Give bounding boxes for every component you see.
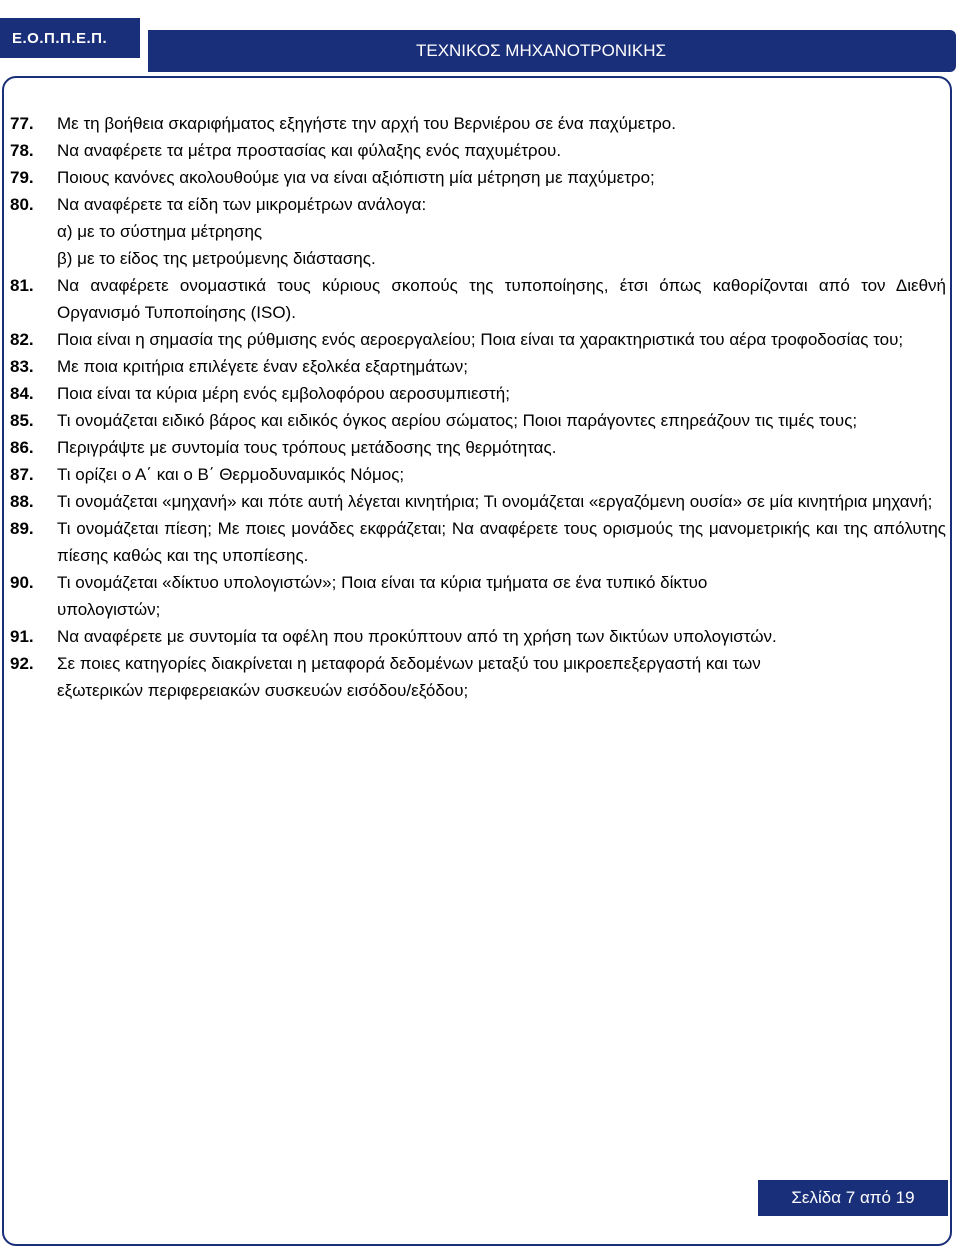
question-text	[57, 488, 946, 515]
question-item	[10, 137, 946, 164]
page-number: Σελίδα 7 από 19	[791, 1188, 915, 1207]
question-number: 77.	[10, 114, 34, 133]
question-line: Ποια είναι η σημασία της ρύθμισης ενός αεροεργαλείου; Ποια είναι τα χαρακτηριστικά του αέρα τροφοδοσίας του;	[57, 330, 904, 349]
question-line: Τι ορίζει ο Α΄ και ο Β΄ Θερμοδυναμικός Νόμος;	[57, 465, 405, 484]
question-number: 81.	[10, 276, 34, 295]
question-number: 91.	[10, 627, 34, 646]
question-text	[57, 515, 946, 569]
question-line: Με ποια κριτήρια επιλέγετε έναν εξολκέα εξαρτημάτων;	[57, 357, 468, 376]
question-line: Σε ποιες κατηγορίες διακρίνεται η μεταφορά δεδομένων μεταξύ του μικροεπεξεργαστή και των	[57, 654, 761, 673]
question-list	[10, 110, 946, 704]
question-text	[57, 110, 946, 137]
question-number: 92.	[10, 654, 34, 673]
page-number-badge	[758, 1180, 948, 1216]
question-text	[57, 326, 946, 353]
question-number: 90.	[10, 573, 34, 592]
question-line: α) με το σύστημα μέτρησης	[57, 222, 263, 241]
question-item	[10, 164, 946, 191]
question-text	[57, 380, 946, 407]
question-item	[10, 353, 946, 380]
question-line: Τι ονομάζεται «δίκτυο υπολογιστών»; Ποια είναι τα κύρια τμήματα σε ένα τυπικό δίκτυο	[57, 573, 708, 592]
question-number: 79.	[10, 168, 34, 187]
question-text	[57, 191, 946, 272]
question-item	[10, 650, 946, 704]
question-item	[10, 569, 946, 623]
question-item	[10, 515, 946, 569]
question-line: Ποιους κανόνες ακολουθούμε για να είναι αξιόπιστη μία μέτρηση με παχύμετρο;	[57, 168, 655, 187]
question-text	[57, 137, 946, 164]
question-line: Να αναφέρετε ονομαστικά τους κύριους σκοπούς της τυποποίησης, έτσι όπως καθορίζονται από τον Διεθνή Οργανισμό Τυποποίησης (ISO).	[57, 276, 946, 322]
question-item	[10, 110, 946, 137]
question-line: β) με το είδος της μετρούμενης διάστασης.	[57, 249, 376, 268]
question-item	[10, 434, 946, 461]
question-line: Με τη βοήθεια σκαριφήματος εξηγήστε την αρχή του Βερνιέρου σε ένα παχύμετρο.	[57, 114, 676, 133]
question-item	[10, 380, 946, 407]
question-line: Τι ονομάζεται ειδικό βάρος και ειδικός όγκος αερίου σώματος; Ποιοι παράγοντες επηρεάζουν τις τιμές τους;	[57, 411, 858, 430]
question-number: 78.	[10, 141, 34, 160]
question-number: 87.	[10, 465, 34, 484]
question-line: εξωτερικών περιφερειακών συσκευών εισόδου/εξόδου;	[57, 681, 469, 700]
question-number: 83.	[10, 357, 34, 376]
question-text	[57, 623, 946, 650]
question-line: υπολογιστών;	[57, 600, 161, 619]
question-item	[10, 272, 946, 326]
question-text	[57, 353, 946, 380]
question-item	[10, 326, 946, 353]
question-number: 86.	[10, 438, 34, 457]
question-line: Περιγράψτε με συντομία τους τρόπους μετάδοσης της θερμότητας.	[57, 438, 557, 457]
question-number: 89.	[10, 519, 34, 538]
question-line: Να αναφέρετε τα είδη των μικρομέτρων ανάλογα:	[57, 195, 427, 214]
question-item	[10, 623, 946, 650]
question-text	[57, 164, 946, 191]
question-text	[57, 650, 946, 704]
question-text	[57, 461, 946, 488]
question-text	[57, 272, 946, 326]
question-item	[10, 407, 946, 434]
question-line: Τι ονομάζεται «μηχανή» και πότε αυτή λέγεται κινητήρια; Τι ονομάζεται «εργαζόμενη ουσία» σε μία κινητήρια μηχανή;	[57, 492, 933, 511]
question-line: Ποια είναι τα κύρια μέρη ενός εμβολοφόρου αεροσυμπιεστή;	[57, 384, 510, 403]
question-number: 85.	[10, 411, 34, 430]
question-number: 84.	[10, 384, 34, 403]
question-number: 88.	[10, 492, 34, 511]
question-item	[10, 191, 946, 272]
header-title: ΤΕΧΝΙΚΟΣ ΜΗΧΑΝΟΤΡΟΝΙΚΗΣ	[415, 41, 666, 60]
question-number: 82.	[10, 330, 34, 349]
question-text	[57, 569, 946, 623]
question-text	[57, 407, 946, 434]
question-item	[10, 461, 946, 488]
header-org: Ε.Ο.Π.Π.Ε.Π.	[12, 29, 108, 47]
question-number: 80.	[10, 195, 34, 214]
header-title-bar	[148, 30, 956, 72]
question-line: Να αναφέρετε με συντομία τα οφέλη που προκύπτουν από τη χρήση των δικτύων υπολογιστών.	[57, 627, 777, 646]
question-line: Να αναφέρετε τα μέτρα προστασίας και φύλαξης ενός παχυμέτρου.	[57, 141, 562, 160]
question-line: Τι ονομάζεται πίεση; Με ποιες μονάδες εκφράζεται; Να αναφέρετε τους ορισμούς της μανομετρικής και της απόλυτης πίεσης καθώς και της υποπίεσης.	[57, 519, 946, 565]
header-org-badge	[0, 18, 140, 58]
question-item	[10, 488, 946, 515]
question-text	[57, 434, 946, 461]
